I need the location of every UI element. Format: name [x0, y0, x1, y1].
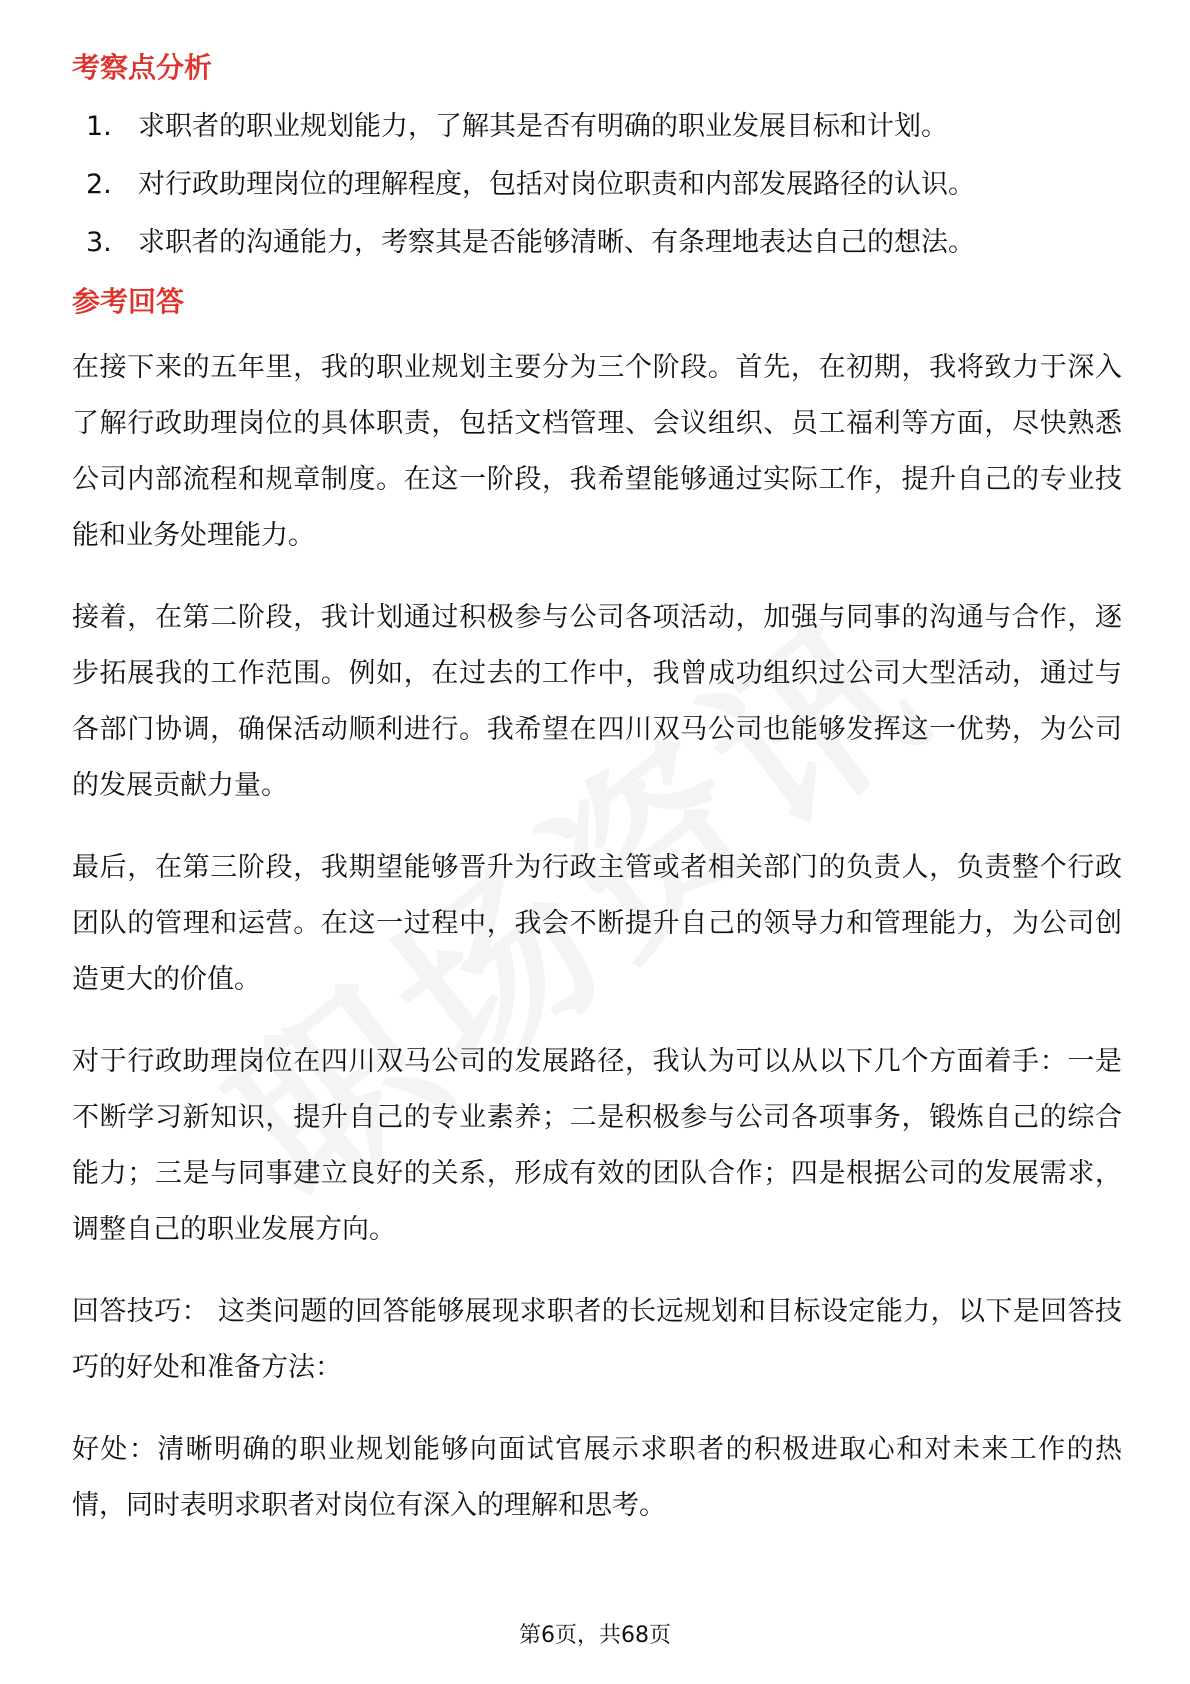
answer-paragraph: 接着，在第二阶段，我计划通过积极参与公司各项活动，加强与同事的沟通与合作，逐步拓展我的工作范围。例如，在过去的工作中，我曾成功组织过公司大型活动，通过与各部门协调，确保活动顺利进行。我希望在四川双马公司也能够发挥这一优势，为公司的发展贡献力量。: [72, 602, 1122, 801]
analysis-section-title: 考察点分析: [72, 51, 213, 84]
list-item: [72, 224, 1122, 262]
page-content: [72, 48, 1122, 1534]
list-item-number: 1.: [86, 111, 112, 142]
tips-paragraph: 回答技巧： 这类问题的回答能够展现求职者的长远规划和目标设定能力，以下是回答技巧的好处和准备方法：: [72, 1296, 1122, 1383]
list-item-text: 对行政助理岗位的理解程度，包括对岗位职责和内部发展路径的认识。: [138, 169, 975, 200]
list-item-number: 2.: [86, 169, 112, 200]
benefit-paragraph: 好处：清晰明确的职业规划能够向面试官展示求职者的积极进取心和对未来工作的热情，同时表明求职者对岗位有深入的理解和思考。: [72, 1434, 1122, 1521]
list-item: [72, 166, 1122, 204]
list-item-number: 3.: [86, 227, 112, 258]
analysis-list: [72, 108, 1122, 262]
list-item: [72, 108, 1122, 146]
page-number: 第6页，共68页: [519, 1623, 671, 1648]
answer-paragraph: 对于行政助理岗位在四川双马公司的发展路径，我认为可以从以下几个方面着手：一是不断学习新知识，提升自己的专业素养；二是积极参与公司各项事务，锻炼自己的综合能力；三是与同事建立良好的关系，形成有效的团队合作；四是根据公司的发展需求，调整自己的职业发展方向。: [72, 1046, 1122, 1245]
answer-body: [72, 340, 1122, 1534]
list-item-text: 求职者的职业规划能力，了解其是否有明确的职业发展目标和计划。: [138, 111, 948, 142]
answer-section-title: 参考回答: [72, 285, 185, 318]
answer-paragraph: 最后，在第三阶段，我期望能够晋升为行政主管或者相关部门的负责人，负责整个行政团队的管理和运营。在这一过程中，我会不断提升自己的领导力和管理能力，为公司创造更大的价值。: [72, 852, 1122, 995]
list-item-text: 求职者的沟通能力，考察其是否能够清晰、有条理地表达自己的想法。: [138, 227, 975, 258]
answer-paragraph: 在接下来的五年里，我的职业规划主要分为三个阶段。首先，在初期，我将致力于深入了解行政助理岗位的具体职责，包括文档管理、会议组织、员工福利等方面，尽快熟悉公司内部流程和规章制度。在这一阶段，我希望能够通过实际工作，提升自己的专业技能和业务处理能力。: [72, 352, 1122, 551]
